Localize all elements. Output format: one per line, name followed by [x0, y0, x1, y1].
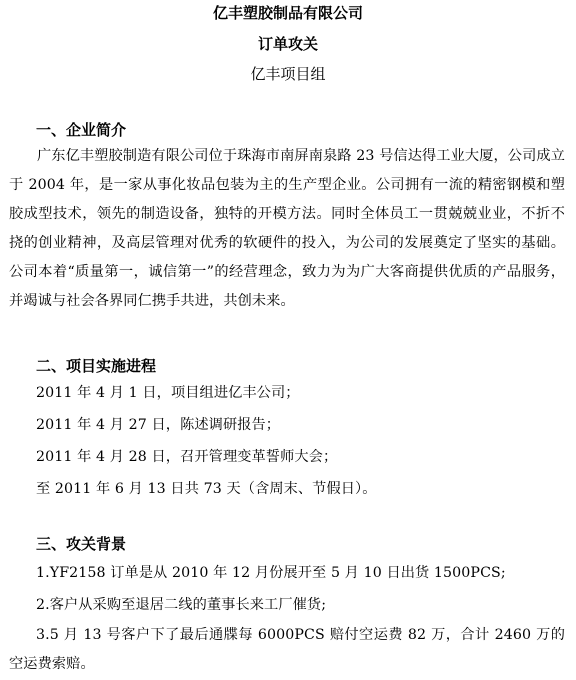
team-name: 亿丰项目组 — [250, 65, 326, 83]
progress-item: 至 2011 年 6 月 13 日共 73 天（含周末、节假日）。 — [36, 481, 377, 497]
company-title: 亿丰塑胶制品有限公司 — [212, 4, 363, 22]
background-item: 2.客户从采购至退居二线的董事长来工厂催货; — [36, 597, 327, 613]
progress-item: 2011 年 4 月 28 日，召开管理变革誓师大会； — [36, 449, 338, 465]
progress-item: 2011 年 4 月 27 日，陈述调研报告； — [36, 417, 281, 433]
background-item: 1.YF2158 订单是从 2010 年 12 月份展开至 5 月 10 日出货 1500PCS; — [36, 565, 506, 581]
company-profile-paragraph: 广东亿丰塑胶制造有限公司位于珠海市南屏南泉路 23 号信达得工业大厦，公司成立于 2004 年，是一家从事化妆品包装为主的生产型企业。公司拥有一流的精密钢模和塑胶成型技术，领先的制造设备，独特的开模方法。同时全体员工一贯兢兢业业，不折不挠的创业精神，及高层管理对优秀的软硬件的投入，为公司的发展奠定了坚实的基础。公司本着“质量第一，诚信第一”的经营理念，致力为为广大客商提供优质的产品服务，并竭诚与社会各界同仁携手共进，共创未来。 — [9, 148, 565, 309]
section-heading-company-profile: 一、企业简介 — [36, 121, 127, 139]
progress-item: 2011 年 4 月 1 日，项目组进亿丰公司； — [36, 385, 300, 401]
section-heading-background: 三、攻关背景 — [36, 535, 127, 553]
background-item: 3.5 月 13 号客户下了最后通牒每 6000PCS 赔付空运费 82 万，合计 2460 万的空运费索赔。 — [9, 627, 565, 672]
document-subject: 订单攻关 — [257, 35, 318, 53]
section-heading-progress: 二、项目实施进程 — [36, 357, 157, 375]
